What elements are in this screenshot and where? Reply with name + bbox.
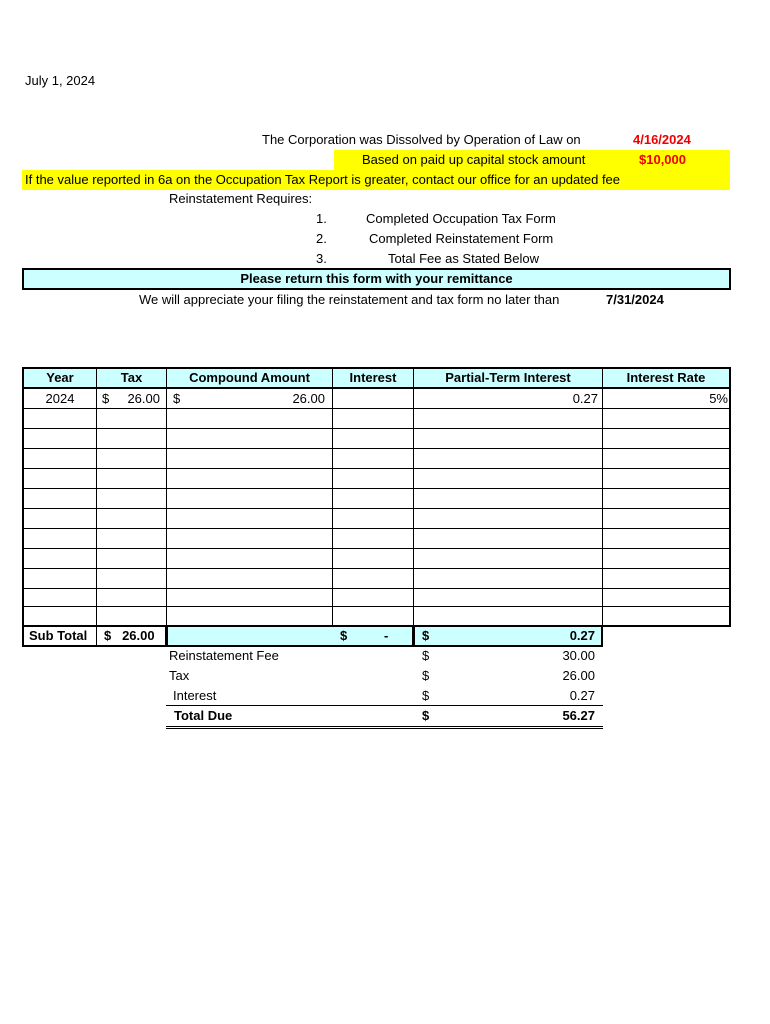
row-sep <box>22 528 731 529</box>
cell-rate: 5% <box>709 391 728 406</box>
requires-item-2: Completed Reinstatement Form <box>369 231 554 246</box>
requires-num-3: 3. <box>316 251 327 266</box>
header-tax: Tax <box>120 370 143 385</box>
deadline-date: 7/31/2024 <box>606 292 664 307</box>
row-sep <box>22 488 731 489</box>
return-banner: Please return this form with your remittance <box>22 268 731 290</box>
subtotal-label: Sub Total <box>29 628 88 643</box>
header-compound: Compound Amount <box>189 370 310 385</box>
subtotal-box-mid <box>166 625 414 647</box>
interest-value: 0.27 <box>569 688 595 703</box>
row-sep <box>22 568 731 569</box>
tax-value: 26.00 <box>562 668 595 683</box>
reinstatement-value: 30.00 <box>562 648 595 663</box>
total-symbol: $ <box>422 708 430 723</box>
capital-amount: $10,000 <box>639 152 686 167</box>
cell-tax: 26.00 <box>127 391 160 406</box>
tax-symbol: $ <box>422 668 430 683</box>
requires-item-3: Total Fee as Stated Below <box>388 251 540 266</box>
subtotal-sep <box>96 627 97 645</box>
subtotal-partial: 0.27 <box>569 628 595 643</box>
requires-heading: Reinstatement Requires: <box>169 191 313 206</box>
requires-num-1: 1. <box>316 211 327 226</box>
deadline-label: We will appreciate your filing the reinstatement and tax form no later than <box>139 292 560 307</box>
cell-compound: 26.00 <box>292 391 325 406</box>
row-sep <box>22 508 731 509</box>
header-year: Year <box>46 370 74 385</box>
row-sep <box>22 606 731 607</box>
total-value: 56.27 <box>562 708 595 723</box>
dissolved-label: The Corporation was Dissolved by Operation of Law on <box>262 132 581 147</box>
capital-label: Based on paid up capital stock amount <box>362 152 586 167</box>
table-body-border <box>22 387 731 627</box>
row-sep <box>22 428 731 429</box>
total-label: Total Due <box>174 708 233 723</box>
subtotal-partial-symbol: $ <box>422 628 430 643</box>
header-partial: Partial-Term Interest <box>445 370 571 385</box>
cell-compound-symbol: $ <box>173 391 181 406</box>
row-sep <box>22 448 731 449</box>
cell-year: 2024 <box>45 391 75 406</box>
tax-label: Tax <box>169 668 190 683</box>
interest-symbol: $ <box>422 688 430 703</box>
interest-label: Interest <box>173 688 217 703</box>
subtotal-interest-symbol: $ <box>340 628 348 643</box>
requires-item-1: Completed Occupation Tax Form <box>366 211 556 226</box>
document-date: July 1, 2024 <box>25 73 96 88</box>
subtotal-tax: $ 26.00 <box>104 628 155 643</box>
notice-text: If the value reported in 6a on the Occupation Tax Report is greater, contact our office for an updated fee <box>25 172 621 187</box>
header-rate: Interest Rate <box>626 370 706 385</box>
dissolved-date: 4/16/2024 <box>633 132 691 147</box>
subtotal-interest: - <box>384 628 389 643</box>
row-sep <box>22 468 731 469</box>
row-sep <box>22 548 731 549</box>
header-interest: Interest <box>349 370 397 385</box>
reinstatement-label: Reinstatement Fee <box>169 648 279 663</box>
cell-tax-symbol: $ <box>102 391 110 406</box>
cell-partial: 0.27 <box>572 391 598 406</box>
reinstatement-symbol: $ <box>422 648 430 663</box>
requires-num-2: 2. <box>316 231 327 246</box>
row-sep <box>22 588 731 589</box>
